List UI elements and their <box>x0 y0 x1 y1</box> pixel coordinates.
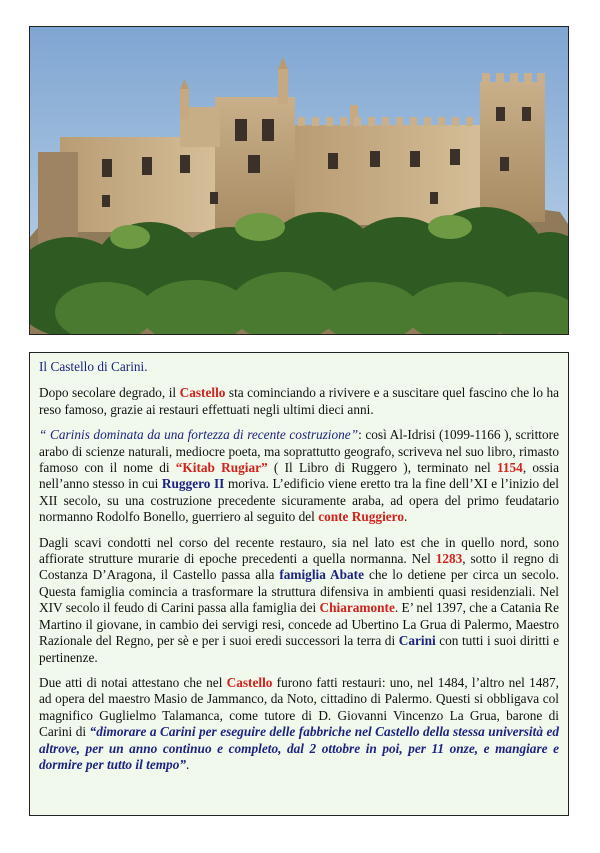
quote-dimorare: “dimorare a Carini per eseguire delle fabbriche nel Castello della stessa università ed altrove, per un anno continuo e completo, dal 2 ottobre in poi, per 11 onze, e mangiare e dormire per tutto il tempo” <box>39 724 560 772</box>
text: . <box>186 756 190 772</box>
highlight-kitab-rugiar: “Kitab Rugiar” <box>175 460 268 476</box>
section-title: Il Castello di Carini. <box>39 359 148 374</box>
highlight-famiglia-abate: famiglia Abate <box>279 567 365 583</box>
text: con tutti i suoi diritti e pertinenze. <box>39 633 559 665</box>
history-text-box <box>29 352 569 816</box>
text: moriva. L’edificio viene eretto tra la fine dell’XI e l’inizio del XII secolo, su una costruzione precedente sicuramente araba, ad opera del primo feudatario normanno Rodolfo Bonello, guerriero al seguito del <box>39 476 559 525</box>
highlight-year-1154: 1154 <box>496 460 523 476</box>
text: . <box>404 509 408 525</box>
text: , ossia nell’anno stesso in cui <box>39 460 559 492</box>
highlight-conte-ruggiero: conte Ruggiero <box>318 509 404 525</box>
text: Dagli scavi condotti nel corso del recente restauro, sia nel lato est che in quello nord, sono affiorate strutture murarie di epoche precedenti a quella normanna. Nel <box>39 534 559 567</box>
castle-photo <box>29 26 569 335</box>
text: . E’ nel 1397, che a Catania Re Martino il giovane, in cambio dei servigi resi, concede ad Ubertino La Grua di Palermo, Maestro Razionale del Regno, per sè e per i suoi eredi successori la terra di <box>39 600 559 649</box>
highlight-ruggero-ii: Ruggero II <box>161 476 225 492</box>
highlight-chiaramonte: Chiaramonte <box>319 600 395 616</box>
highlight-carini: Carini <box>398 633 436 649</box>
highlight-castello: Castello <box>179 385 226 401</box>
text: Dopo secolare degrado, il <box>39 385 180 401</box>
text: , sotto il regno di Costanza D’Aragona, il Castello passa alla <box>39 551 559 583</box>
highlight-year-1283: 1283 <box>435 551 463 567</box>
paragraph-notai <box>39 675 559 773</box>
quote-carinis: “ Carinis dominata da una fortezza di recente costruzione” <box>39 427 359 443</box>
text: che lo detiene per circa un secolo. Questa famiglia comincia a trasformare la struttura difensiva in ambienti quasi residenziali. Nel XIV secolo il feudo di Carini passa alla famiglia dei <box>39 567 560 616</box>
text: : così Al-Idrisi (1099-1166 ), scrittore arabo di scienze naturali, mediocre poeta, ma soprattutto geografo, scriveva nel suo libro, rimasto famoso con il nome di <box>39 427 559 476</box>
text: ( Il Libro di Ruggero ), terminato nel <box>267 460 497 476</box>
text: Due atti di notai attestano che nel <box>39 674 227 690</box>
highlight-castello-2: Castello <box>226 674 273 690</box>
text: furono fatti restauri: uno, nel 1484, l’altro nel 1487, ad opera del maestro Masio de Jammanco, da Noto, cittadino di Palermo. Questi si obbligava col magnifico Guglielmo Talamanca, come tutore di D. Giovanni Vincenzo La Grua, barone di Carini di <box>39 674 559 740</box>
paragraph-scavi <box>39 535 559 666</box>
paragraph-intro <box>39 385 559 418</box>
text: sta cominciando a rivivere e a suscitare quel fascino che lo ha reso famoso, grazie ai restauri effettuati negli ultimi dieci anni. <box>39 385 560 417</box>
paragraph-idrisi <box>39 427 559 525</box>
